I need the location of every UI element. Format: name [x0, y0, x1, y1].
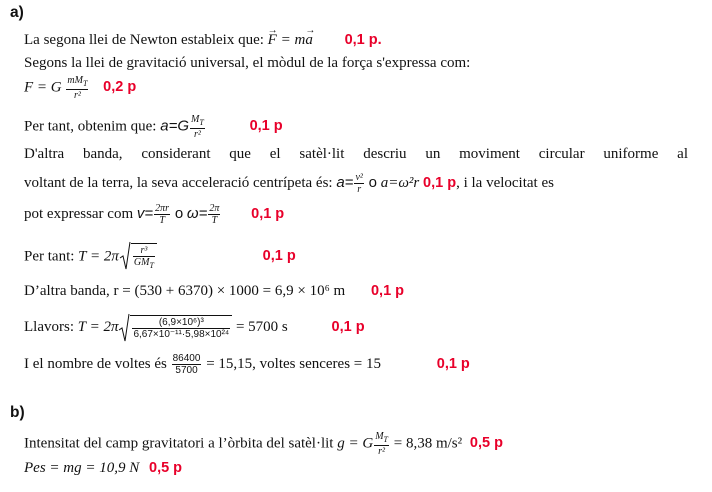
calc-sqrt-num: (6,9×10⁶)³: [132, 317, 230, 329]
line-velocity: [24, 203, 284, 226]
obtain-text: Per tant, obtenim que:: [24, 118, 157, 135]
radius-points: 0,1 p: [370, 283, 405, 299]
calc-points: 0,1 p: [331, 318, 365, 335]
circular-tail: , i la velocitat es: [456, 174, 554, 191]
period-eq-left: T = 2π: [78, 248, 119, 265]
field-text: Intensitat del camp gravitatori a l’òrbita del satèl·lit: [24, 435, 334, 452]
velocity-frac2-den: T: [211, 215, 218, 226]
velocity-frac1-den: T: [159, 215, 165, 226]
line-field: [24, 431, 503, 457]
field-frac-den: r²: [378, 446, 386, 457]
calc-eq-left: T = 2π: [77, 318, 119, 335]
obtain-frac-num: M: [191, 114, 200, 125]
turns-frac-num: 86400: [172, 353, 201, 364]
circular-frac-num: v²: [355, 172, 363, 183]
velocity-fraction-1: [154, 203, 170, 226]
calc-sqrt: [118, 315, 232, 340]
line-gravitation-formula: [24, 75, 136, 101]
obtain-fraction: [190, 114, 205, 140]
grav-fraction: [66, 75, 88, 101]
velocity-or: o: [174, 204, 184, 222]
velocity-frac1-num: 2πr: [155, 203, 170, 214]
line-obtain: [24, 114, 283, 140]
circular-fraction: [354, 172, 363, 195]
field-eq-right: = 8,38 m/s²: [393, 435, 463, 452]
grav-eq-left: F = G: [24, 79, 62, 96]
line-calculation: [24, 315, 365, 340]
period-sqrt-num: r³: [133, 245, 155, 257]
line-radius: [24, 282, 404, 300]
radius-text: D’altra banda,: [24, 283, 110, 299]
force-vector-symbol: F →: [268, 31, 277, 49]
calc-sqrt-den: 6,67×10⁻¹¹·5,98×10²⁴: [133, 329, 230, 340]
velocity-text: pot expressar com: [24, 205, 134, 222]
velocity-v: v=: [136, 204, 154, 222]
field-frac-num: M: [375, 431, 384, 442]
grav-frac-num: mM: [67, 75, 83, 86]
velocity-frac2-num: 2π: [209, 203, 220, 214]
radical-sign-icon: [118, 313, 130, 343]
line-gravitation: Segons la llei de gravitació universal, el mòdul de la força s'expressa com:: [24, 55, 471, 71]
velocity-points: 0,1 p: [251, 205, 285, 222]
obtain-eq-left: a=G: [160, 117, 190, 135]
line-circular-1: D'altra banda, considerant que el satèl·lit descriu un moviment circular uniforme al: [24, 146, 688, 162]
line-period: [24, 243, 296, 271]
newton-points: 0,1 p.: [344, 32, 382, 48]
period-text: Per tant:: [24, 248, 75, 265]
calc-sqrt-fraction: [132, 317, 230, 340]
grav-points: 0,2 p: [103, 79, 137, 96]
circular-points: 0,1 p: [423, 174, 457, 191]
field-frac-num-sub: T: [383, 435, 388, 444]
line-newton: [24, 31, 382, 49]
line-weight: [24, 459, 182, 477]
weight-points: 0,5 p: [149, 460, 183, 476]
grav-frac-num-sub: T: [82, 79, 88, 88]
obtain-frac-num-sub: T: [199, 118, 204, 127]
circular-a2: a=ω²r: [380, 174, 420, 191]
velocity-fraction-2: [208, 203, 220, 226]
calc-text: Llavors:: [24, 318, 74, 335]
newton-text: La segona llei de Newton estableix que:: [24, 32, 264, 48]
radical-sign-icon: [119, 241, 131, 271]
newton-equation: = m: [280, 32, 306, 48]
turns-text: I el nombre de voltes és: [24, 355, 167, 372]
section-b-label: b): [10, 404, 25, 421]
acceleration-vector-symbol: a →: [305, 31, 313, 49]
field-points: 0,5 p: [469, 435, 503, 452]
section-a-label: a): [10, 4, 24, 21]
turns-equation: = 15,15, voltes senceres = 15: [206, 355, 381, 372]
circular-a1: a=: [336, 173, 354, 191]
turns-frac-den: 5700: [175, 365, 198, 376]
circular-or: o: [368, 173, 377, 191]
field-eq-left: g = G: [337, 435, 374, 452]
circular-text: voltant de la terra, la seva acceleració centrípeta és:: [24, 174, 333, 191]
turns-fraction: [172, 353, 202, 376]
period-sqrt-den-sub: T: [149, 261, 154, 270]
radius-equation: r = (530 + 6370) × 1000 = 6,9 × 10⁶ m: [113, 283, 346, 299]
obtain-points: 0,1 p: [249, 118, 283, 135]
line-circular-2: [24, 172, 554, 195]
velocity-w: ω=: [186, 204, 208, 222]
obtain-frac-den: r²: [193, 129, 201, 140]
calc-eq-right: = 5700 s: [235, 318, 288, 335]
turns-points: 0,1 p: [436, 355, 470, 372]
period-sqrt: [119, 243, 157, 271]
grav-frac-den: r²: [73, 90, 81, 101]
field-fraction: [374, 431, 389, 457]
period-sqrt-den: GM: [133, 257, 150, 268]
weight-equation: Pes = mg = 10,9 N: [24, 460, 140, 476]
line-turns: [24, 353, 470, 376]
period-points: 0,1 p: [262, 248, 296, 265]
period-sqrt-fraction: [133, 245, 155, 271]
circular-frac-den: r: [357, 184, 362, 195]
